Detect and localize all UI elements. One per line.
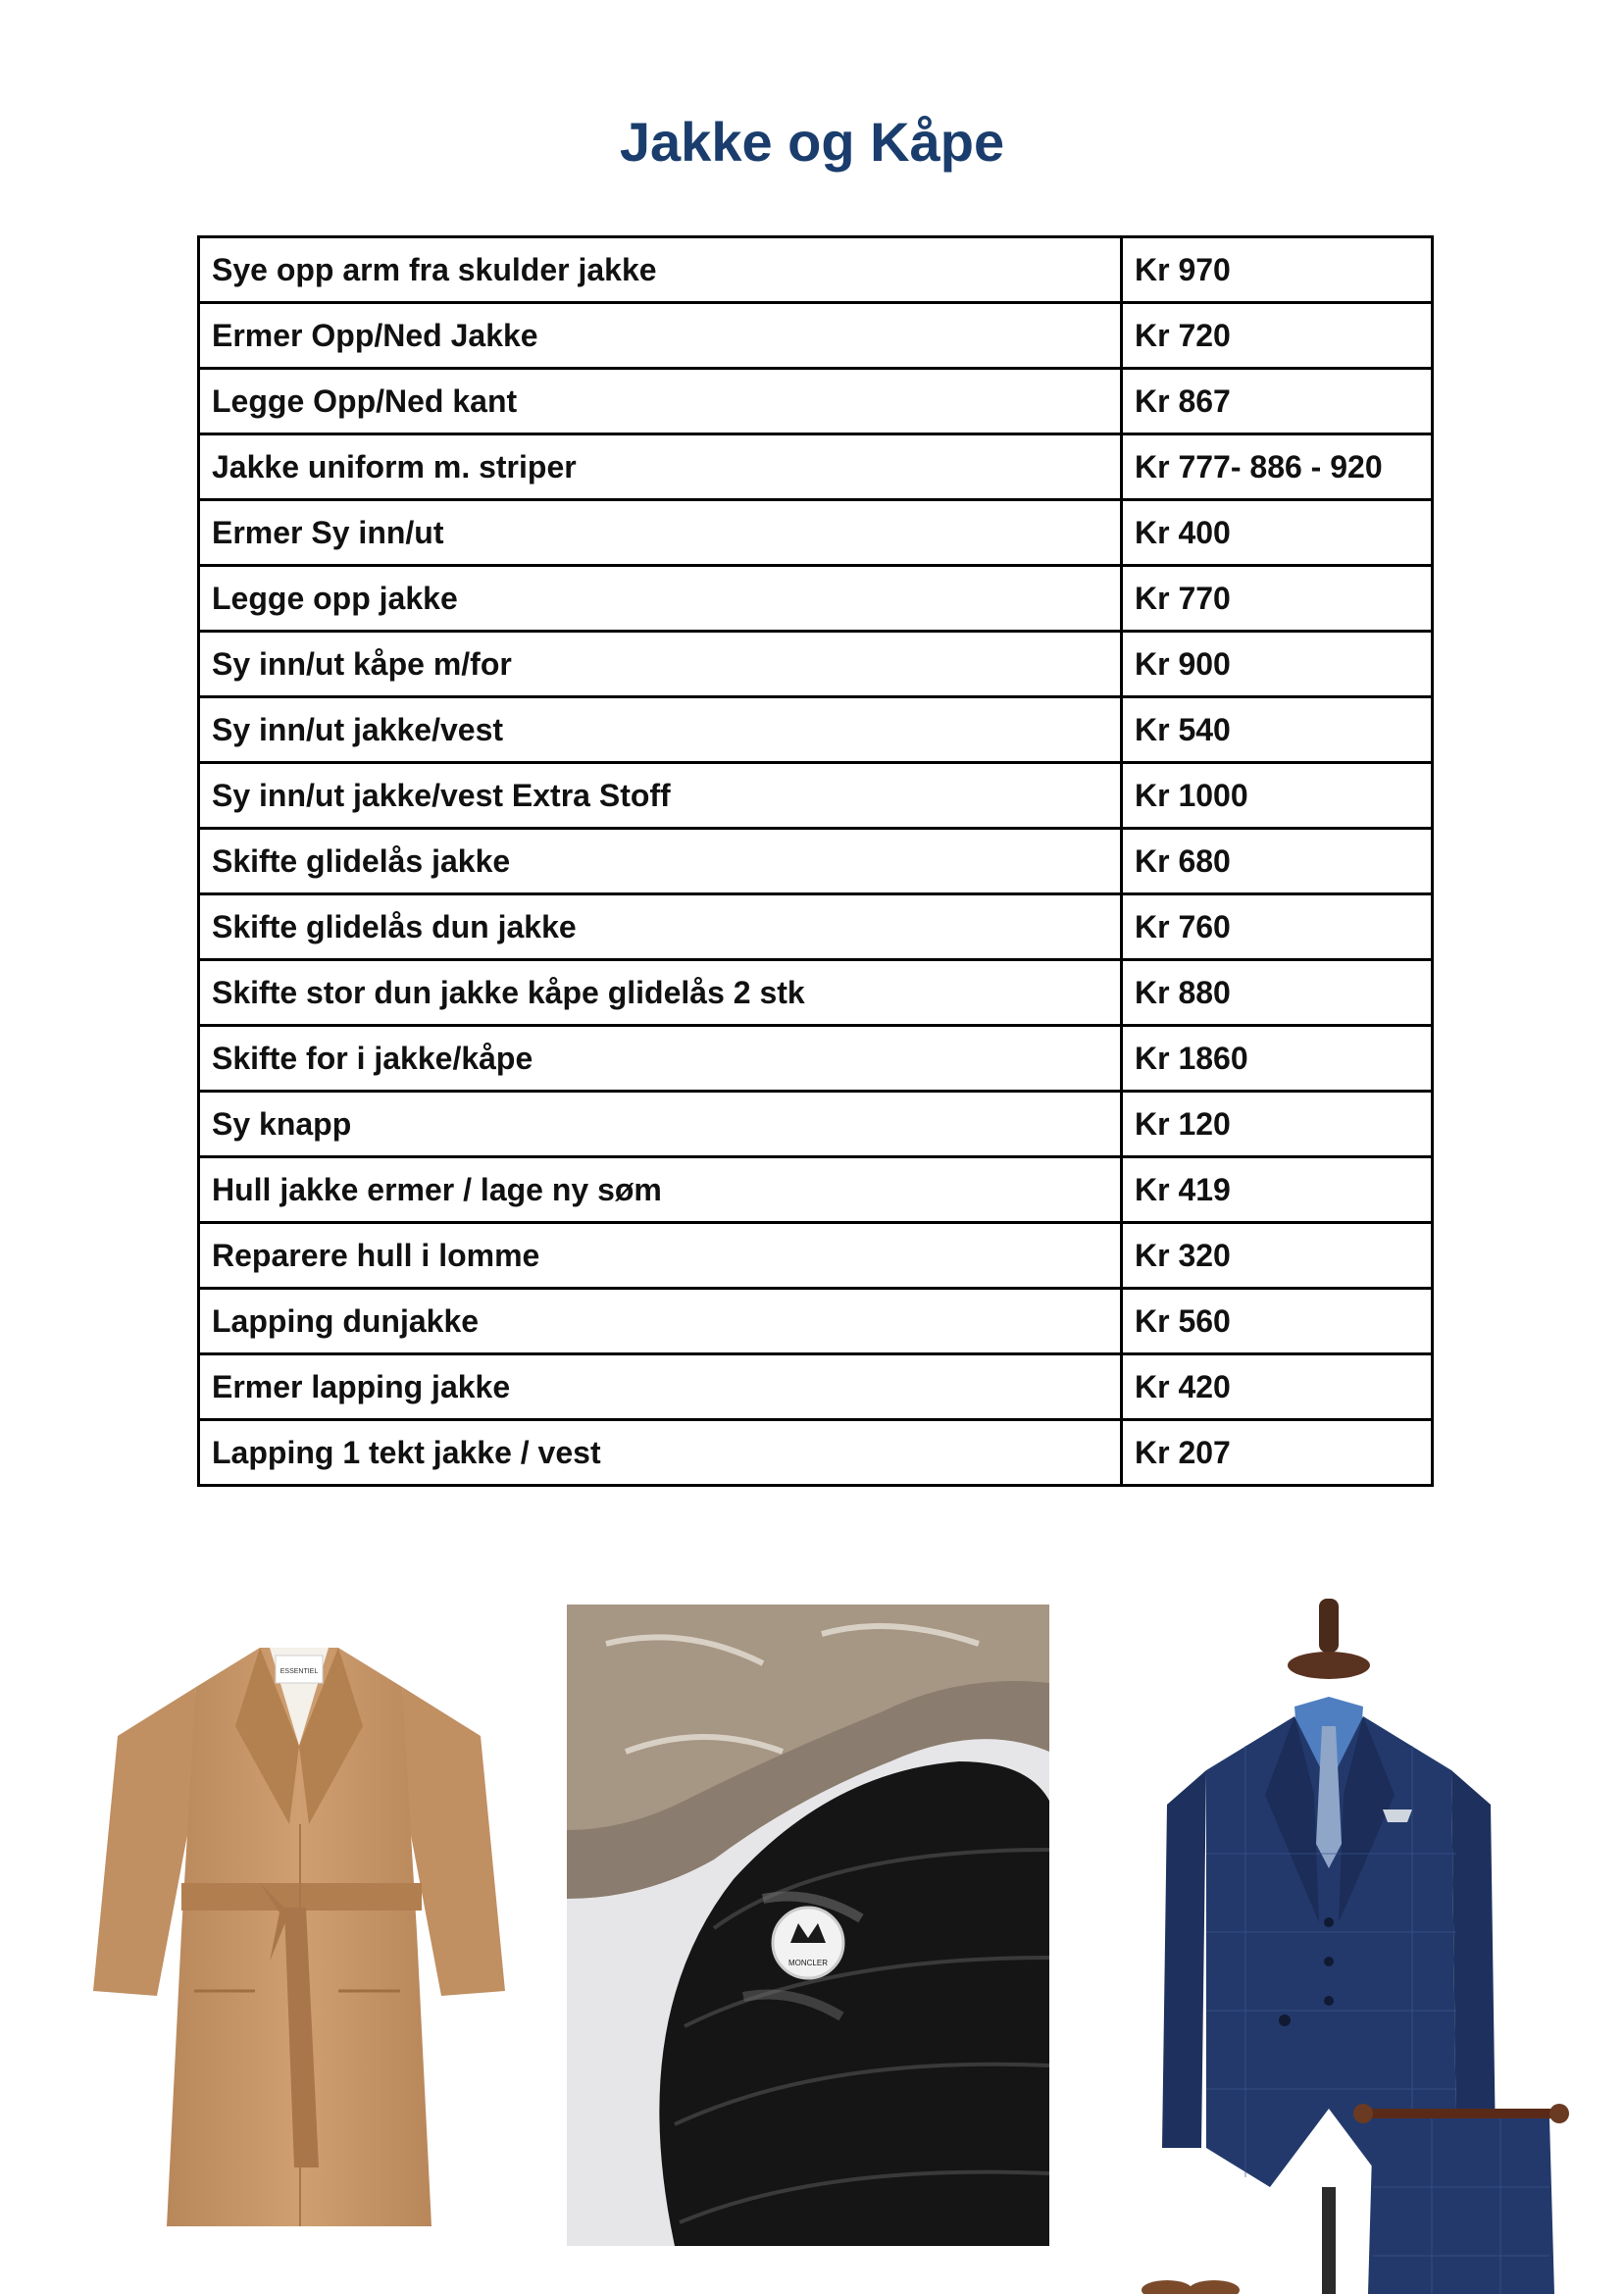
price-table [197,235,1434,1487]
table-row [199,1354,1433,1420]
service-name: Sy inn/ut kåpe m/for [199,632,1122,697]
service-name: Legge opp jakke [199,566,1122,632]
service-price: Kr 680 [1122,829,1433,894]
down-jacket-image [567,1605,1049,2246]
table-row [199,697,1433,763]
service-name: Sy inn/ut jakke/vest [199,697,1122,763]
service-price: Kr 400 [1122,500,1433,566]
service-name: Ermer Opp/Ned Jakke [199,303,1122,369]
service-name: Sye opp arm fra skulder jakke [199,237,1122,303]
service-name: Legge Opp/Ned kant [199,369,1122,434]
table-row [199,500,1433,566]
service-name: Lapping dunjakke [199,1289,1122,1354]
service-name: Hull jakke ermer / lage ny søm [199,1157,1122,1223]
service-price: Kr 560 [1122,1289,1433,1354]
service-name: Sy inn/ut jakke/vest Extra Stoff [199,763,1122,829]
table-row [199,632,1433,697]
service-price: Kr 867 [1122,369,1433,434]
table-row [199,829,1433,894]
service-price: Kr 419 [1122,1157,1433,1223]
table-row [199,566,1433,632]
service-price: Kr 1000 [1122,763,1433,829]
table-row [199,1420,1433,1486]
suit-image [1138,1599,1589,2294]
table-row [199,1289,1433,1354]
service-name: Ermer lapping jakke [199,1354,1122,1420]
table-row [199,763,1433,829]
table-row [199,237,1433,303]
service-price: Kr 970 [1122,237,1433,303]
service-price: Kr 760 [1122,894,1433,960]
service-price: Kr 420 [1122,1354,1433,1420]
service-name: Reparere hull i lomme [199,1223,1122,1289]
service-price: Kr 1860 [1122,1026,1433,1092]
table-row [199,1223,1433,1289]
table-row [199,960,1433,1026]
service-price: Kr 120 [1122,1092,1433,1157]
service-name: Ermer Sy inn/ut [199,500,1122,566]
service-price: Kr 540 [1122,697,1433,763]
service-name: Lapping 1 tekt jakke / vest [199,1420,1122,1486]
table-row [199,434,1433,500]
moncler-badge-text: MONCLER [787,1959,829,1967]
service-price: Kr 777- 886 - 920 [1122,434,1433,500]
service-price: Kr 770 [1122,566,1433,632]
service-name: Jakke uniform m. striper [199,434,1122,500]
coat-label: ESSENTIEL [279,1668,319,1675]
service-name: Skifte stor dun jakke kåpe glidelås 2 stk [199,960,1122,1026]
camel-coat-image [88,1618,510,2236]
service-price: Kr 720 [1122,303,1433,369]
service-price: Kr 900 [1122,632,1433,697]
table-row [199,1157,1433,1223]
service-price: Kr 880 [1122,960,1433,1026]
service-name: Skifte glidelås dun jakke [199,894,1122,960]
price-table-body [199,237,1433,1486]
service-name: Skifte glidelås jakke [199,829,1122,894]
table-row [199,369,1433,434]
table-row [199,894,1433,960]
service-name: Sy knapp [199,1092,1122,1157]
table-row [199,303,1433,369]
table-row [199,1092,1433,1157]
service-name: Skifte for i jakke/kåpe [199,1026,1122,1092]
page-title: Jakke og Kåpe [619,111,1005,173]
service-price: Kr 207 [1122,1420,1433,1486]
service-price: Kr 320 [1122,1223,1433,1289]
table-row [199,1026,1433,1092]
